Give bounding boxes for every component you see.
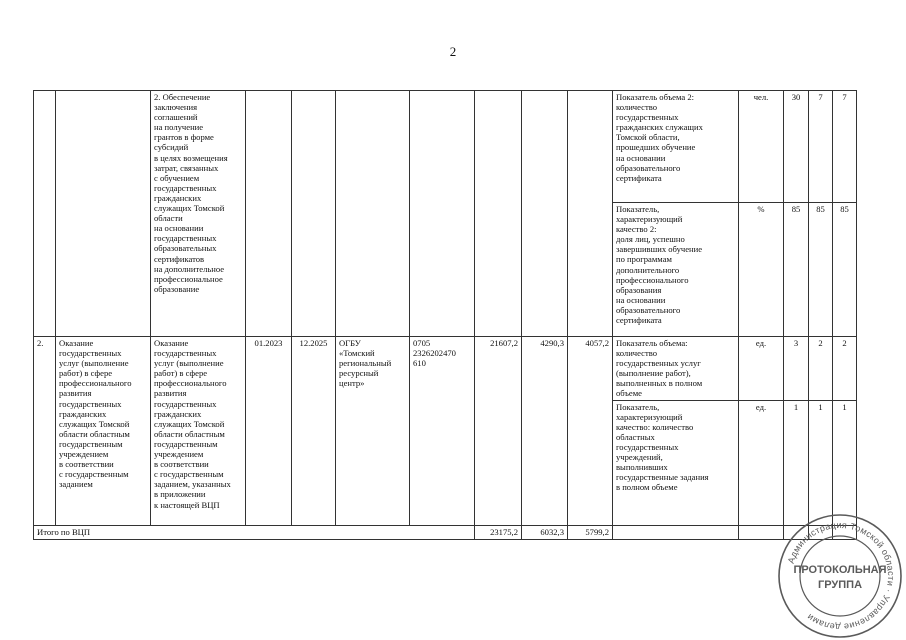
cell-sum-year1: 4290,3: [522, 337, 568, 526]
cell-value: 7: [809, 91, 833, 203]
cell-sum-year2: 4057,2: [568, 337, 613, 526]
cell-start: [246, 91, 292, 337]
cell-code: [410, 91, 475, 337]
cell-sum-year2: [568, 91, 613, 337]
stamp-center-line1: ПРОТОКОЛЬНАЯ: [793, 564, 887, 576]
cell-unit: ед.: [739, 337, 784, 401]
cell-indicator: Показатель объема 2: количество государственных гражданских служащих Томской области, прошедших обучение на основании образовательного сертификата: [613, 91, 739, 203]
cell-executor: ОГБУ «Томский региональный ресурсный центр»: [336, 337, 410, 526]
cell-value: 1: [784, 400, 809, 525]
protocol-group-stamp: [775, 512, 905, 640]
vcp-table: [33, 90, 857, 540]
cell-value: 2: [809, 337, 833, 401]
table-row: [34, 337, 857, 401]
cell-task: Оказание государственных услуг (выполнение работ) в сфере профессионального развития государственных гражданских служащих Томской области областным государственным учреждением в соответствии с государственным заданием: [56, 337, 151, 526]
total-row: [34, 525, 857, 539]
stamp-inner-ring: [800, 536, 880, 616]
cell-value: 3: [784, 337, 809, 401]
cell-end: [292, 91, 336, 337]
cell-sum-total: [475, 91, 522, 337]
cell-value: 1: [809, 400, 833, 525]
stamp-center-line2: ГРУППА: [817, 579, 863, 591]
stamp-outer-text: Администрация Томской области · Управление делами: [785, 519, 897, 633]
page-number: 2: [449, 44, 457, 59]
cell-value: 85: [809, 203, 833, 337]
cell-start: 01.2023: [246, 337, 292, 526]
cell-activity: 2. Обеспечение заключения соглашений на получение грантов в форме субсидий в целях возмещения затрат, связанных с обучением государственных гражданских служащих Томской области на основании государственных образовательных сертификатов на дополнительное профессиональное образование: [151, 91, 246, 337]
cell-code: 0705 2326202470 610: [410, 337, 475, 526]
total-sum-total: 23175,2: [475, 525, 522, 539]
cell-num: 2.: [34, 337, 56, 526]
total-sum-year1: 6032,3: [522, 525, 568, 539]
cell-indicator: Показатель объема: количество государственных услуг (выполнение работ), выполненных в полном объеме: [613, 337, 739, 401]
table-row: [34, 91, 857, 203]
stamp-outer-ring: [779, 515, 901, 637]
cell-sum-year1: [522, 91, 568, 337]
total-sum-year2: 5799,2: [568, 525, 613, 539]
cell-indicator: Показатель, характеризующий качество 2: доля лиц, успешно завершивших обучение по программам дополнительного профессионального образования на основании образовательного сертификата: [613, 203, 739, 337]
cell-num: [34, 91, 56, 337]
total-label: Итого по ВЦП: [34, 525, 475, 539]
cell-executor: [336, 91, 410, 337]
cell-value: 1: [833, 400, 857, 525]
cell-task: [56, 91, 151, 337]
total-cell-empty: [613, 525, 739, 539]
cell-value: 85: [784, 203, 809, 337]
cell-value: 85: [833, 203, 857, 337]
cell-value: 7: [833, 91, 857, 203]
cell-sum-total: 21607,2: [475, 337, 522, 526]
cell-unit: чел.: [739, 91, 784, 203]
cell-unit: ед.: [739, 400, 784, 525]
cell-unit: %: [739, 203, 784, 337]
cell-activity: Оказание государственных услуг (выполнение работ) в сфере профессионального развития государственных гражданских служащих Томской области областным государственным учреждением в соответствии с государственным заданием, указанных в приложении к настоящей ВЦП: [151, 337, 246, 526]
cell-value: 2: [833, 337, 857, 401]
cell-indicator: Показатель, характеризующий качество: количество областных государственных учреждений, выполнивших государственные задания в полном объеме: [613, 400, 739, 525]
cell-value: 30: [784, 91, 809, 203]
cell-end: 12.2025: [292, 337, 336, 526]
